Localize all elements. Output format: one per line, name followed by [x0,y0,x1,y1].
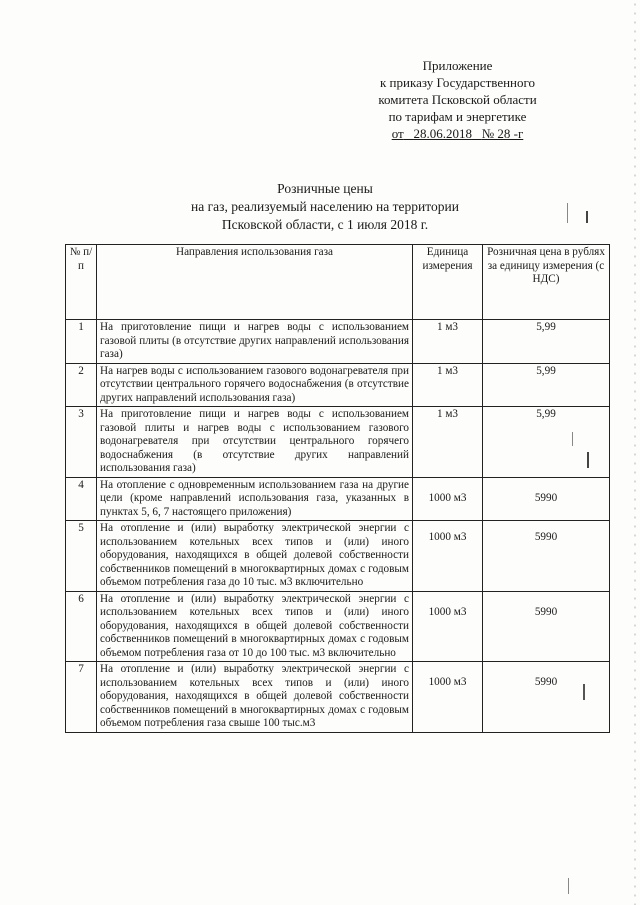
row-unit: 1 м3 [413,363,483,407]
row-num: 7 [66,662,97,733]
order-date: 28.06.2018 [413,126,472,141]
row-num: 2 [66,363,97,407]
header-price: Розничная цена в рублях за единицу измерения (с НДС) [483,245,610,320]
row-unit: 1 м3 [413,407,483,478]
table-row [66,521,610,592]
row-num: 4 [66,477,97,521]
title-line-2: на газ, реализуемый населению на территории [191,199,459,214]
table-row [66,662,610,733]
appendix-line-4: по тарифам и энергетике [388,109,527,124]
document-title [110,180,540,234]
row-price: 5,99 [483,407,610,478]
row-direction: На приготовление пищи и нагрев воды с использованием газовой плиты (в отсутствие других направлений использования газа) [97,320,413,364]
row-num: 3 [66,407,97,478]
order-number: № 28 -г [481,126,524,141]
row-direction: На отопление и (или) выработку электрической энергии с использованием котельных всех типов и (или) иного оборудования, находящихся в общей долевой собственности собственников помещений в многоквартирных домах с годовым объемом потребления газа свыше 100 тыс.м3 [97,662,413,733]
row-num: 5 [66,521,97,592]
table-row [66,591,610,662]
row-direction: На отопление с одновременным использованием газа на другие цели (кроме направлений использования газа, указанных в пунктах 5, 6, 7 настоящего приложения) [97,477,413,521]
scan-artifact-mark [583,684,585,700]
row-direction: На отопление и (или) выработку электрической энергии с использованием котельных всех типов и (или) иного оборудования, находящихся в общей долевой собственности собственников помещений в многоквартирных домах с годовым объемом потребления газа от 10 до 100 тыс. м3 включительно [97,591,413,662]
appendix-block [350,57,565,142]
scan-artifact-mark [568,878,569,894]
row-price: 5990 [483,591,610,662]
scan-artifact-mark [567,203,568,223]
scan-artifact-mark [572,432,573,446]
table-row [66,320,610,364]
appendix-line-1: Приложение [422,58,493,73]
header-unit: Единица измерения [413,245,483,320]
table-header-row [66,245,610,320]
title-line-1: Розничные цены [277,181,373,196]
row-price: 5990 [483,662,610,733]
appendix-line-3: комитета Псковской области [378,92,537,107]
row-unit: 1000 м3 [413,591,483,662]
row-price: 5990 [483,521,610,592]
appendix-line-2: к приказу Государственного [379,75,536,90]
header-num: № п/п [66,245,97,320]
date-prefix: от [391,126,404,141]
row-unit: 1000 м3 [413,662,483,733]
row-price: 5,99 [483,363,610,407]
row-price: 5990 [483,477,610,521]
title-line-3: Псковской области, с 1 июля 2018 г. [221,217,429,232]
row-num: 6 [66,591,97,662]
row-direction: На отопление и (или) выработку электрической энергии с использованием котельных всех типов и (или) иного оборудования, находящихся в общей долевой собственности собственников помещений в многоквартирных домах с годовым объемом потребления газа до 10 тыс. м3 включительно [97,521,413,592]
table-row [66,407,610,478]
scan-artifact-mark [586,211,588,223]
table-row [66,477,610,521]
row-num: 1 [66,320,97,364]
row-direction: На приготовление пищи и нагрев воды с использованием газовой плиты и нагрев воды с использованием газового водонагревателя при отсутствии центрального горячего водоснабжения (в отсутствие других направлений использования газа) [97,407,413,478]
header-direction: Направления использования газа [97,245,413,320]
order-date-line [350,125,565,142]
row-price: 5,99 [483,320,610,364]
row-unit: 1 м3 [413,320,483,364]
scan-artifact-mark [587,452,589,468]
scan-edge-dots [632,0,638,905]
table-row [66,363,610,407]
row-direction: На нагрев воды с использованием газового водонагревателя при отсутствии центрального горячего водоснабжения (в отсутствие других направлений использования газа) [97,363,413,407]
price-table [65,244,610,733]
row-unit: 1000 м3 [413,477,483,521]
row-unit: 1000 м3 [413,521,483,592]
